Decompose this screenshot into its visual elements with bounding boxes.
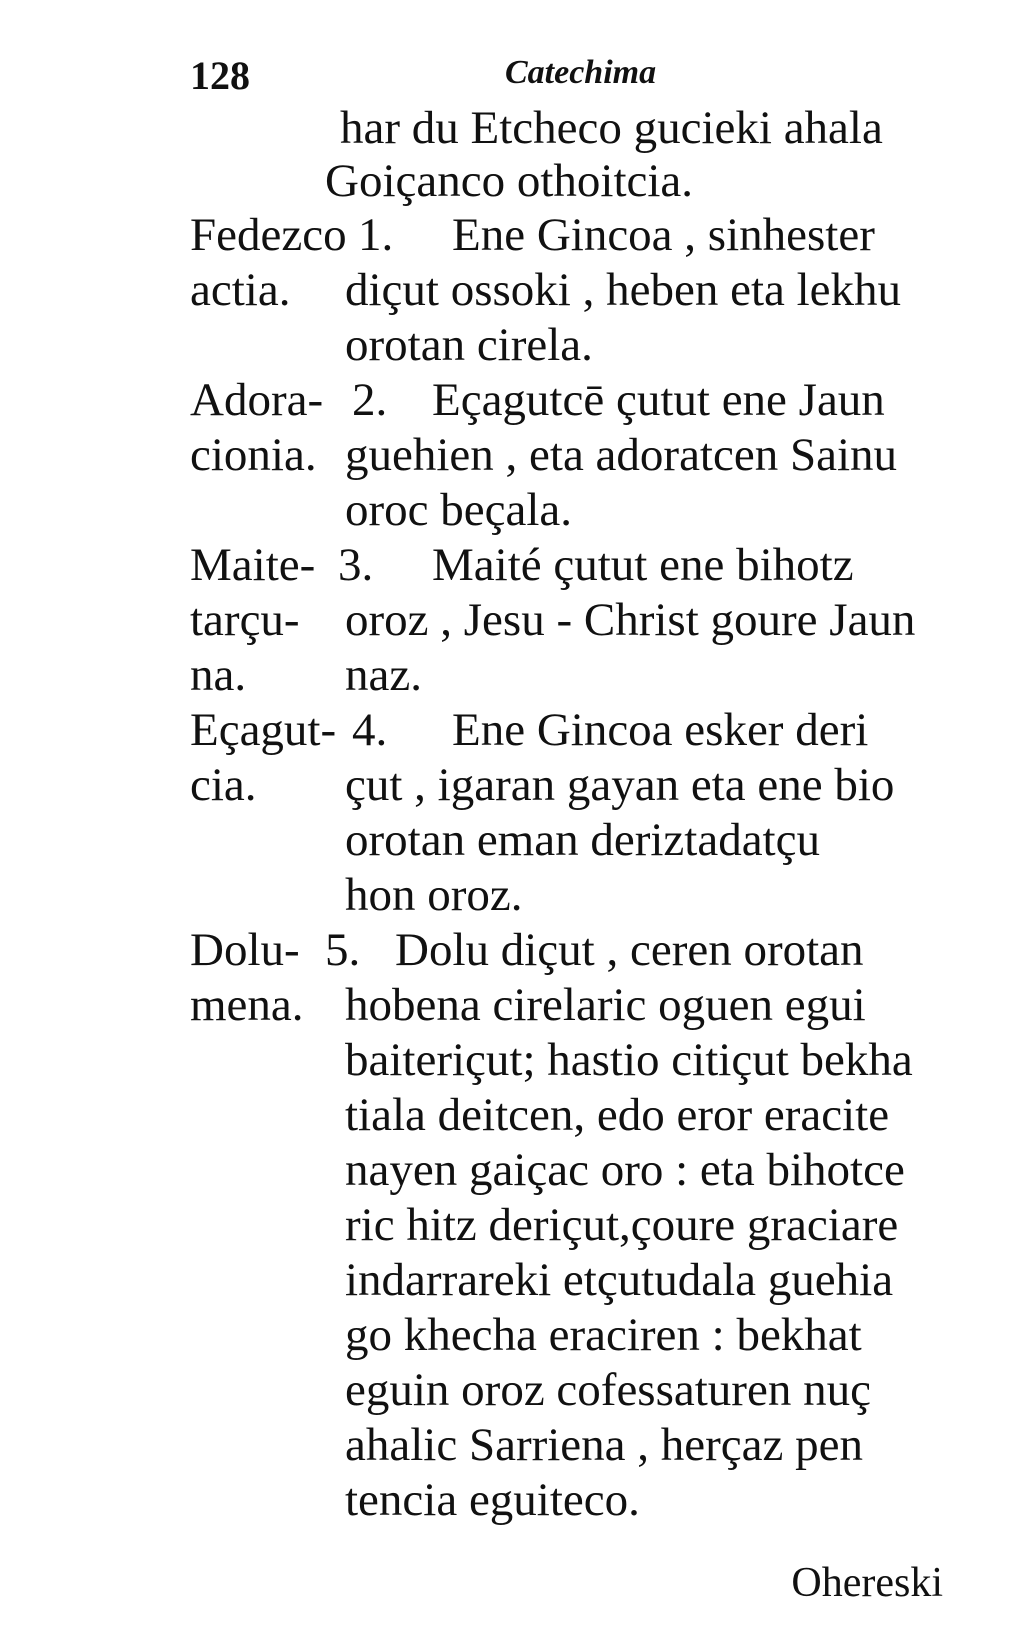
text-line: naz.: [345, 649, 422, 701]
running-title: Catechima: [505, 54, 657, 91]
text-line: oroc beçala.: [345, 484, 573, 536]
margin-heading: tarçu-: [190, 594, 300, 646]
text-line: hobena cirelaric oguen egui: [345, 979, 866, 1031]
intro-line: Goiçanco othoitcia.: [325, 155, 694, 207]
margin-heading: cia.: [190, 759, 257, 811]
text-line: ric hitz deriçut,çoure graciare: [345, 1199, 899, 1251]
text-line: Ene Gincoa , sinhester: [452, 209, 875, 261]
intro-line: har du Etcheco gucieki ahala: [340, 102, 883, 154]
section-number: 3.: [338, 539, 374, 591]
text-line: Maité çutut ene bihotz: [432, 539, 854, 591]
text-line: tencia eguiteco.: [345, 1474, 640, 1526]
text-line: Dolu diçut , ceren orotan: [395, 924, 864, 976]
text-line: çut , igaran gayan eta ene bio: [345, 759, 895, 811]
text-line: nayen gaiçac oro : eta bihotce: [345, 1144, 905, 1196]
text-line: diçut ossoki , heben eta lekhu: [345, 264, 902, 316]
text-line: ahalic Sarriena , herçaz pen: [345, 1419, 863, 1471]
margin-heading: Adora-: [190, 374, 324, 426]
margin-heading: actia.: [190, 264, 291, 316]
margin-heading: na.: [190, 649, 247, 701]
margin-heading: Dolu-: [190, 924, 300, 976]
margin-heading: Eçagut-: [190, 704, 337, 756]
text-line: oroz , Jesu - Christ goure Jaun: [345, 594, 916, 646]
catchword: Ohereski: [791, 1560, 943, 1606]
margin-heading: mena.: [190, 979, 304, 1031]
text-line: go khecha eraciren : bekhat: [345, 1309, 862, 1361]
text-line: Eçagutcē çutut ene Jaun: [432, 374, 885, 426]
section-number: 5.: [325, 924, 361, 976]
text-line: indarrareki etçutudala guehia: [345, 1254, 894, 1306]
text-line: baiteriçut; hastio citiçut bekha: [345, 1034, 913, 1086]
section-number: 2.: [352, 374, 388, 426]
text-line: Ene Gincoa esker deri: [452, 704, 869, 756]
margin-heading: cionia.: [190, 429, 317, 481]
margin-heading: Fedezco: [190, 209, 347, 261]
text-line: orotan eman deriztadatçu: [345, 814, 820, 866]
text-line: orotan cirela.: [345, 319, 593, 371]
text-line: guehien , eta adoratcen Sainu: [345, 429, 898, 481]
text-line: hon oroz.: [345, 869, 523, 921]
text-line: eguin oroz cofessaturen nuç: [345, 1364, 871, 1416]
margin-heading: Maite-: [190, 539, 316, 591]
section-number: 1.: [358, 209, 394, 261]
text-line: tiala deitcen, edo eror eracite: [345, 1089, 890, 1141]
section-number: 4.: [352, 704, 388, 756]
page-number: 128: [190, 53, 250, 98]
